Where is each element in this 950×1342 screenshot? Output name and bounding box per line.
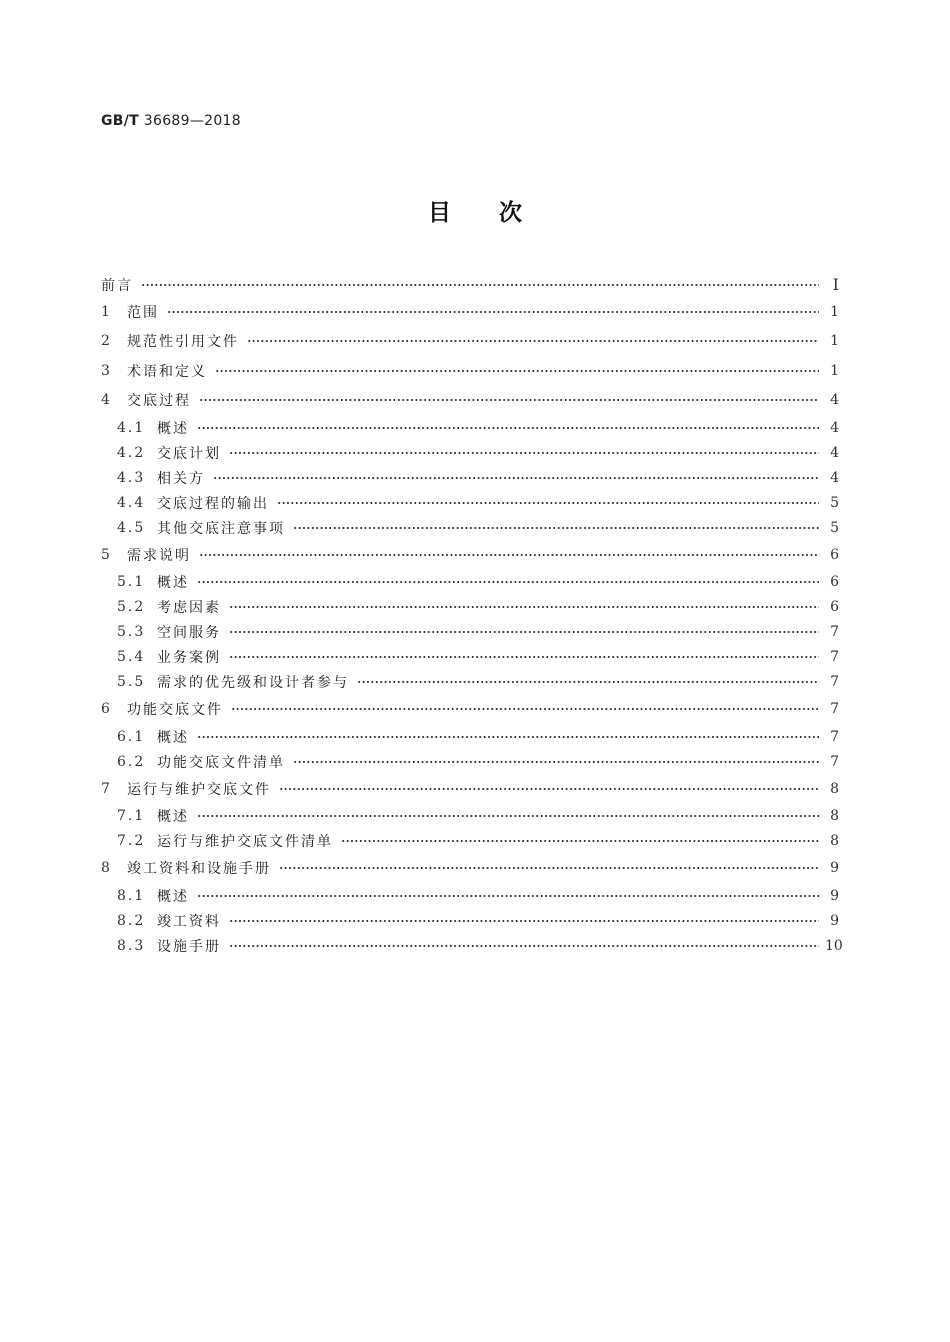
toc-entry-label: 功能交底文件清单: [157, 754, 285, 771]
toc-entry-number: 4.3: [117, 469, 146, 486]
toc-entry-page-number: 4: [830, 469, 839, 486]
toc-entry[interactable]: [101, 570, 839, 595]
toc-entry-number: 3: [101, 362, 112, 379]
dot-leader: [197, 581, 819, 583]
toc-entry-page-number: 7: [830, 728, 839, 745]
toc-entry-number: 4.5: [117, 519, 146, 536]
dot-leader: [199, 554, 819, 556]
toc-entry-label: 需求的优先级和设计者参与: [157, 675, 349, 691]
toc-entry-page-number: 7: [830, 649, 839, 665]
dot-leader: [197, 815, 819, 817]
toc-entry-page-number: 7: [830, 674, 839, 690]
dot-leader: [229, 945, 819, 947]
toc-entry[interactable]: [101, 883, 839, 908]
toc-entry-label: 概述: [157, 809, 189, 825]
toc-entry[interactable]: [101, 540, 839, 570]
toc-entry-page-number: 8: [830, 808, 839, 824]
toc-entry-page-number: Ⅰ: [832, 275, 839, 294]
toc-entry-label: 交底计划: [157, 445, 221, 462]
toc-entry-label: 相关方: [157, 470, 205, 487]
toc-entry[interactable]: [101, 933, 843, 958]
toc-entry-number: 5.5: [117, 674, 146, 690]
toc-entry-page-number: 9: [830, 860, 839, 877]
table-of-contents: [101, 272, 843, 958]
dot-leader: [277, 502, 819, 504]
toc-entry-label: 竣工资料: [157, 913, 221, 930]
toc-entry-number: 8: [101, 860, 112, 877]
toc-entry-page-number: 1: [830, 303, 839, 320]
toc-entry-label: 运行与维护交底文件清单: [157, 834, 333, 850]
toc-entry[interactable]: [101, 272, 839, 297]
toc-entry[interactable]: [101, 297, 839, 327]
dot-leader: [197, 736, 819, 738]
toc-entry-label: 业务案例: [157, 650, 221, 666]
toc-entry[interactable]: [101, 356, 839, 386]
dot-leader: [279, 867, 819, 869]
toc-entry-number: 2: [101, 333, 112, 350]
standard-prefix: GB/T: [101, 113, 140, 129]
dot-leader: [293, 527, 819, 529]
toc-entry-label: 范围: [127, 304, 159, 321]
dot-leader: [247, 340, 819, 342]
toc-entry-label: 设施手册: [157, 938, 221, 955]
dot-leader: [197, 895, 819, 897]
toc-entry-page-number: 8: [830, 780, 839, 797]
standard-code: [101, 113, 241, 129]
toc-entry-page-number: 7: [830, 624, 839, 640]
toc-entry-label: 其他交底注意事项: [157, 520, 285, 537]
dot-leader: [279, 788, 819, 790]
toc-entry[interactable]: [101, 670, 839, 695]
toc-entry-page-number: 9: [830, 912, 839, 929]
dot-leader: [229, 452, 819, 454]
dot-leader: [199, 399, 819, 401]
dot-leader: [231, 708, 819, 710]
toc-entry[interactable]: [101, 415, 839, 440]
toc-entry-page-number: 5: [830, 519, 839, 536]
toc-entry-page-number: 7: [830, 701, 839, 718]
toc-entry-label: 概述: [157, 729, 189, 746]
dot-leader: [213, 477, 819, 479]
toc-entry-number: 5.2: [117, 599, 146, 615]
toc-entry-number: 6.1: [117, 728, 146, 745]
dot-leader: [215, 370, 819, 372]
dot-leader: [229, 656, 819, 658]
toc-entry[interactable]: [101, 774, 839, 804]
toc-entry-number: 6.2: [117, 753, 146, 770]
toc-entry[interactable]: [101, 854, 839, 884]
toc-entry[interactable]: [101, 595, 839, 620]
toc-entry-number: 8.1: [117, 887, 146, 904]
toc-entry-number: 5: [101, 546, 112, 563]
toc-entry[interactable]: [101, 749, 839, 774]
toc-entry-label: 考虑因素: [157, 600, 221, 616]
toc-entry-page-number: 4: [830, 419, 839, 436]
toc-entry-page-number: 9: [830, 887, 839, 904]
toc-entry-label: 术语和定义: [127, 363, 207, 380]
toc-entry[interactable]: [101, 804, 839, 829]
toc-entry-page-number: 4: [830, 392, 839, 409]
toc-entry[interactable]: [101, 829, 839, 854]
toc-entry-page-number: 4: [830, 444, 839, 461]
page-title: 目次: [428, 200, 570, 226]
toc-entry-label: 空间服务: [157, 625, 221, 641]
toc-entry-number: 4.1: [117, 419, 146, 436]
toc-entry[interactable]: [101, 620, 839, 645]
toc-entry-label: 规范性引用文件: [127, 334, 239, 351]
toc-entry-number: 1: [101, 303, 112, 320]
toc-entry-page-number: 1: [830, 333, 839, 350]
dot-leader: [197, 427, 819, 429]
dot-leader: [141, 284, 819, 286]
toc-entry-page-number: 10: [825, 937, 843, 954]
toc-entry-number: 8.3: [117, 937, 146, 954]
toc-entry[interactable]: [101, 908, 839, 933]
toc-entry-label: 竣工资料和设施手册: [127, 861, 271, 878]
toc-entry-page-number: 6: [830, 546, 839, 563]
toc-entry-number: 4.2: [117, 444, 146, 461]
dot-leader: [229, 606, 819, 608]
dot-leader: [229, 920, 819, 922]
toc-entry-number: 7: [101, 780, 112, 797]
toc-entry-number: 7.1: [117, 808, 146, 824]
toc-entry-page-number: 8: [830, 833, 839, 849]
dot-leader: [229, 631, 819, 633]
toc-entry-label: 交底过程的输出: [157, 495, 269, 512]
toc-entry-label: 概述: [157, 575, 189, 591]
toc-entry[interactable]: [101, 724, 839, 749]
toc-entry[interactable]: [101, 515, 839, 540]
dot-leader: [341, 840, 819, 842]
toc-entry-number: 5.4: [117, 649, 146, 665]
toc-entry-number: 4.4: [117, 494, 146, 511]
dot-leader: [167, 311, 819, 313]
toc-entry[interactable]: [101, 440, 839, 465]
toc-entry[interactable]: [101, 645, 839, 670]
toc-entry-number: 5.3: [117, 624, 146, 640]
dot-leader: [293, 761, 819, 763]
toc-entry-label: 功能交底文件: [127, 702, 223, 719]
toc-entry-number: 6: [101, 701, 112, 718]
toc-entry-label: 前言: [101, 277, 133, 294]
toc-entry-number: 8.2: [117, 912, 146, 929]
toc-entry-label: 概述: [157, 888, 189, 905]
toc-entry-page-number: 6: [830, 599, 839, 615]
toc-entry-page-number: 6: [830, 574, 839, 590]
toc-entry-page-number: 7: [830, 753, 839, 770]
toc-entry-number: 5.1: [117, 574, 146, 590]
toc-entry[interactable]: [101, 465, 839, 490]
toc-entry-page-number: 1: [830, 362, 839, 379]
toc-entry-label: 需求说明: [127, 547, 191, 564]
toc-entry-label: 运行与维护交底文件: [127, 781, 271, 798]
toc-entry[interactable]: [101, 327, 839, 357]
toc-entry[interactable]: [101, 490, 839, 515]
toc-entry-label: 概述: [157, 420, 189, 437]
toc-entry[interactable]: [101, 386, 839, 416]
toc-entry-number: 4: [101, 392, 112, 409]
toc-entry[interactable]: [101, 695, 839, 725]
toc-entry-page-number: 5: [830, 494, 839, 511]
standard-number: 36689—2018: [143, 113, 241, 129]
dot-leader: [357, 681, 819, 683]
toc-entry-number: 7.2: [117, 833, 146, 849]
toc-entry-label: 交底过程: [127, 393, 191, 410]
